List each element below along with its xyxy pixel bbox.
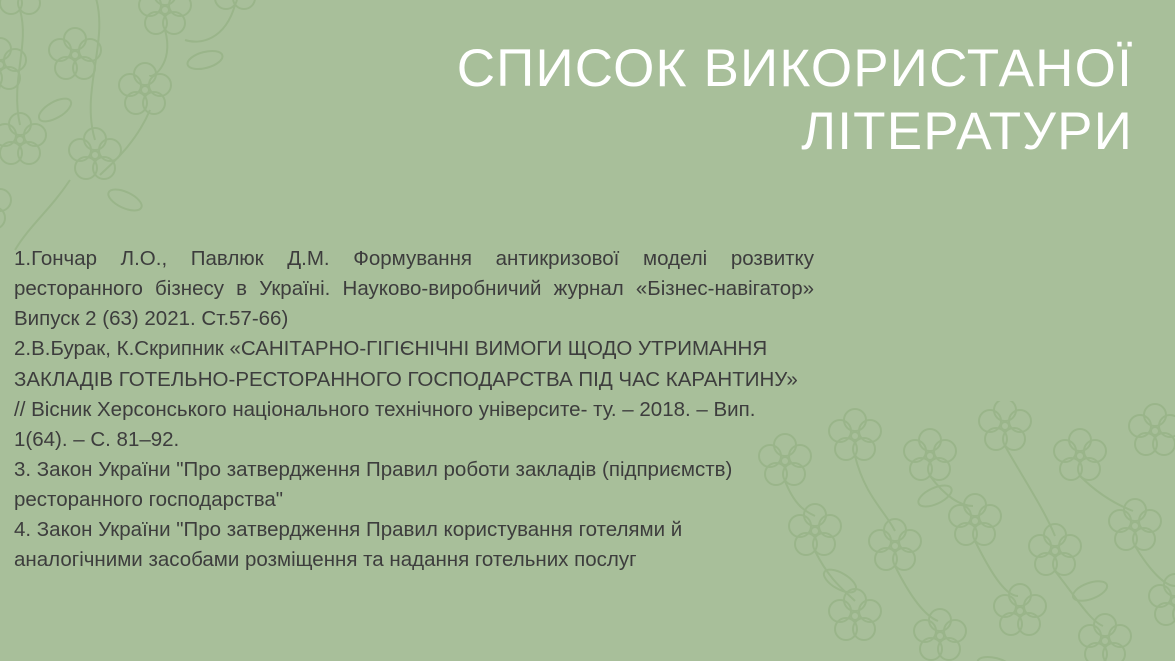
slide-title [353,38,1133,163]
title-line-1: СПИСОК ВИКОРИСТАНОЇ [456,39,1133,98]
title-line-2: ЛІТЕРАТУРИ [801,101,1133,161]
floral-ornament-icon [0,0,380,280]
reference-item: 2.В.Бурак, К.Скрипник «САНІТАРНО-ГІГІЄНІЧНІ ВИМОГИ ЩОДО УТРИМАННЯ ЗАКЛАДІВ ГОТЕЛЬНО-РЕСТОРАННОГО ГОСПОДАРСТВА ПІД ЧАС КАРАНТИНУ» // Вісник Херсонського національного технічного університе- ту. – 2018. – Вип. 1(64). – С. 81–92. [14,337,798,451]
reference-item: 1.Гончар Л.О., Павлюк Д.М. Формування антикризової моделі розвитку ресторанного бізнесу в Україні. Науково-виробничий журнал «Бізнес-навігатор» Випуск 2 (63) 2021. Ст.57-66) [14,247,814,331]
reference-list [14,244,814,575]
reference-item: 3. Закон України "Про затвердження Правил роботи закладів (підприємств) ресторанного господарства" [14,457,733,511]
reference-item: 4. Закон України "Про затвердження Правил користування готелями й аналогічними засобами розміщення та надання готельних послуг [14,518,683,572]
